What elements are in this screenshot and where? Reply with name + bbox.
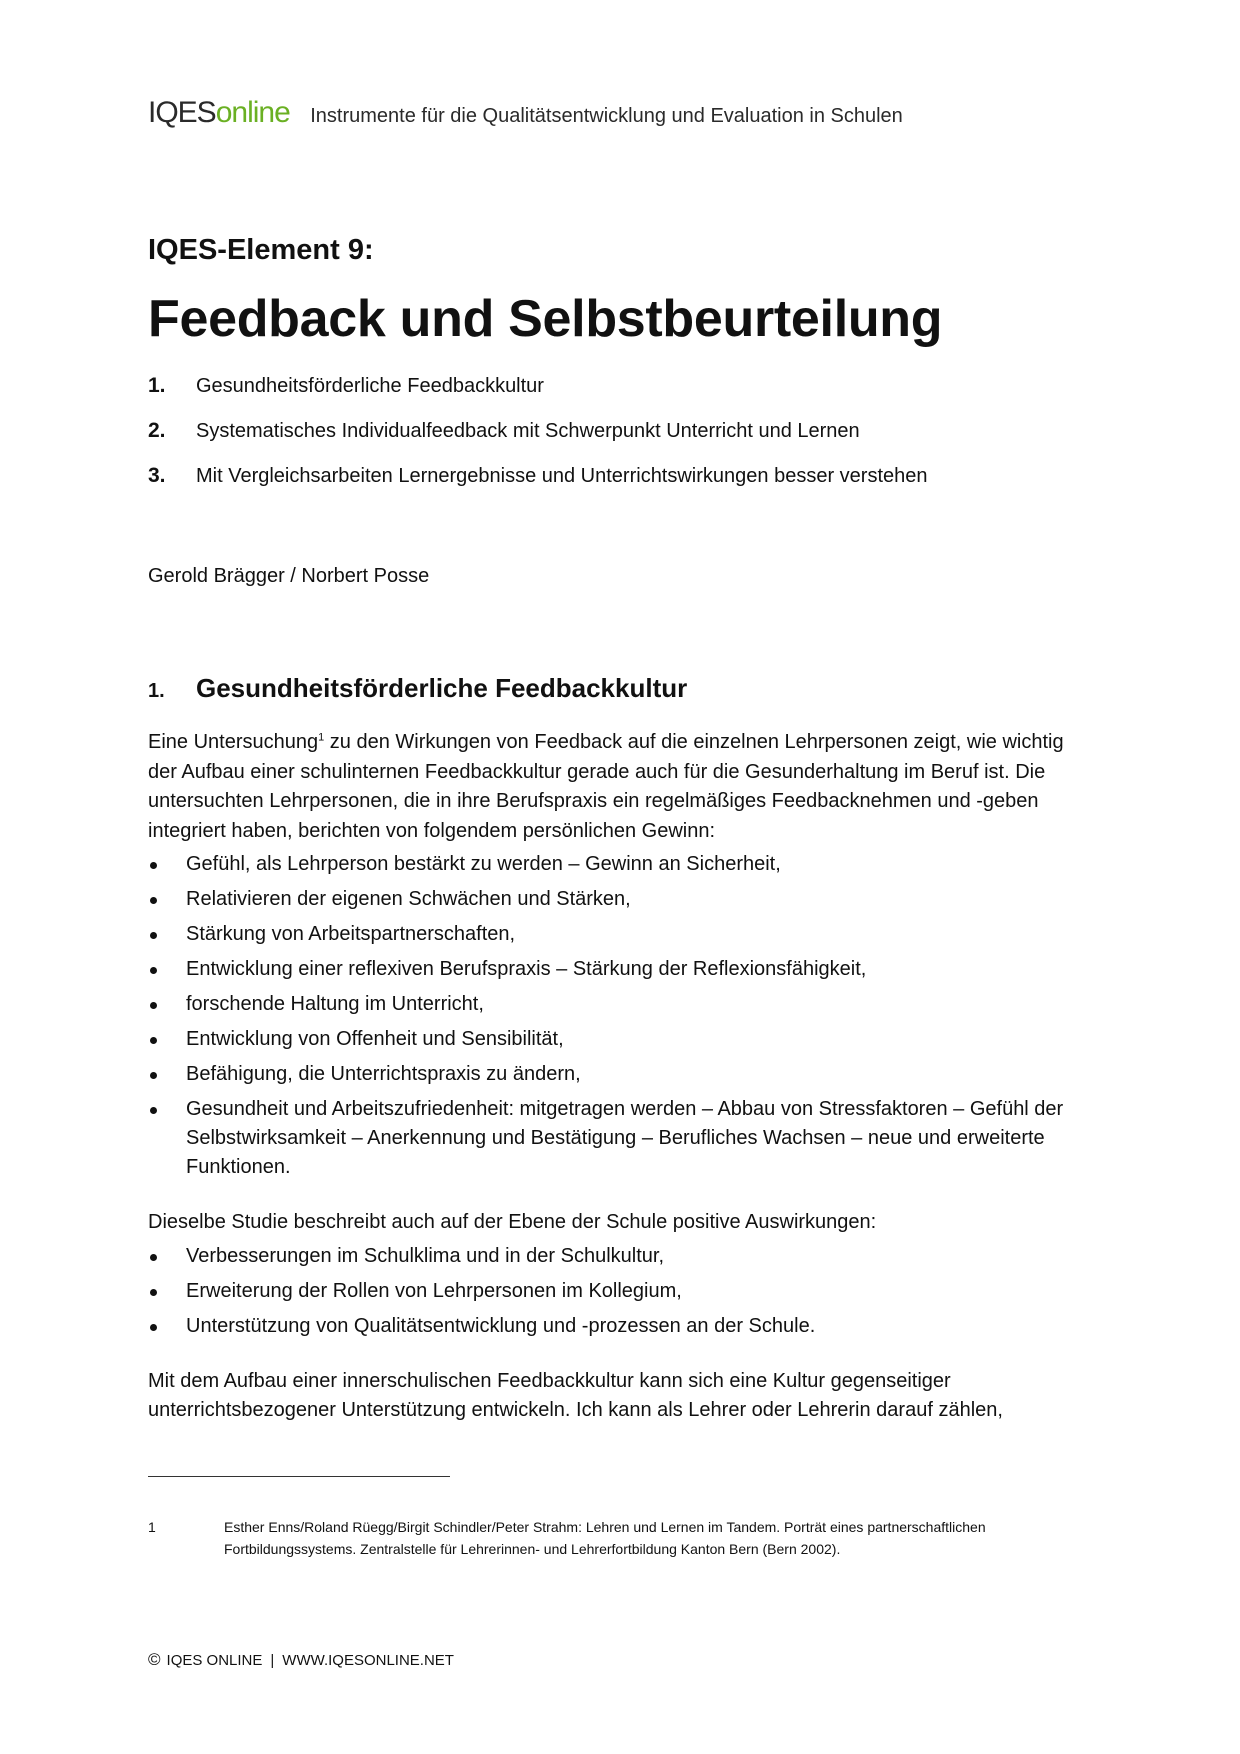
toc-item (148, 418, 1108, 463)
intro-paragraph (148, 728, 1088, 846)
authors: Gerold Brägger / Norbert Posse (148, 565, 430, 587)
school-effects-list (148, 1242, 1088, 1341)
toc-number: 3. (148, 464, 166, 487)
logo-online-text: online (215, 96, 290, 129)
list-item: Erweiterung der Rollen von Lehrpersonen im Kollegium, (148, 1277, 1088, 1306)
closing-paragraph: Mit dem Aufbau einer innerschulischen Feedbackkultur kann sich eine Kultur gegenseitiger unterrichtsbezogener Unterstützung entwickeln. Ich kann als Lehrer oder Lehrerin darauf zählen, (148, 1369, 1003, 1421)
footnote-text: Esther Enns/Roland Rüegg/Birgit Schindler/Peter Strahm: Lehren und Lernen im Tandem. Porträt eines partnerschaftlichen Fortbildungssystems. Zentralstelle für Lehrerinnen- und Lehrerfortbildung Kanton Bern (Bern 2002). (224, 1519, 986, 1557)
footnote-reference[interactable]: 1 (318, 731, 325, 744)
benefits-list (148, 850, 1088, 1182)
list-item: forschende Haltung im Unterricht, (148, 990, 1088, 1019)
toc-number: 1. (148, 374, 166, 397)
section-body (148, 728, 1088, 1426)
page-footer (148, 1650, 454, 1670)
toc-number: 2. (148, 419, 166, 442)
section-number: 1. (148, 680, 165, 702)
footer-separator: | (270, 1652, 275, 1669)
element-label: IQES-Element 9: (148, 234, 374, 266)
footer-brand: IQES ONLINE (166, 1652, 263, 1669)
toc-item (148, 373, 1108, 418)
list-item: Unterstützung von Qualitätsentwicklung und -prozessen an der Schule. (148, 1312, 1088, 1341)
logo-iqes-text: IQES (148, 96, 216, 129)
list-item: Gesundheit und Arbeitszufriedenheit: mitgetragen werden – Abbau von Stressfaktoren – Gefühl der Selbstwirksamkeit – Anerkennung und Bestätigung – Berufliches Wachsen – neue und erweiterte Funktionen. (148, 1095, 1088, 1182)
toc-text: Gesundheitsförderliche Feedbackkultur (196, 375, 544, 397)
list-item: Stärkung von Arbeitspartnerschaften, (148, 920, 1088, 949)
footnote-number: 1 (148, 1519, 156, 1535)
section-heading (148, 673, 687, 704)
header-tagline: Instrumente für die Qualitätsentwicklung und Evaluation in Schulen (310, 105, 903, 127)
page-header (148, 96, 903, 130)
page-title: Feedback und Selbstbeurteilung (148, 290, 943, 348)
toc-text: Systematisches Individualfeedback mit Schwerpunkt Unterricht und Lernen (196, 420, 860, 442)
toc-item (148, 463, 1108, 508)
list-item: Verbesserungen im Schulklima und in der Schulkultur, (148, 1242, 1088, 1271)
toc-text: Mit Vergleichsarbeiten Lernergebnisse und Unterrichtswirkungen besser verstehen (196, 465, 928, 487)
footnote-divider (148, 1476, 450, 1477)
footer-url[interactable]: WWW.IQESONLINE.NET (282, 1652, 454, 1669)
intro-text-start: Eine Untersuchung (148, 731, 319, 753)
section-title: Gesundheitsförderliche Feedbackkultur (196, 673, 688, 703)
copyright-icon: © (148, 1650, 161, 1669)
school-effects-paragraph: Dieselbe Studie beschreibt auch auf der Ebene der Schule positive Auswirkungen: (148, 1211, 877, 1233)
list-item: Relativieren der eigenen Schwächen und Stärken, (148, 885, 1088, 914)
intro-text-rest: zu den Wirkungen von Feedback auf die einzelnen Lehrpersonen zeigt, wie wichtig der Aufbau einer schulinternen Feedbackkultur gerade auch für die Gesunderhaltung im Beruf ist. Die untersuchten Lehrpersonen, die in ihre Berufspraxis ein regelmäßiges Feedbacknehmen und -geben integriert haben, berichten von folgendem persönlichen Gewinn: (148, 731, 1064, 842)
list-item: Entwicklung einer reflexiven Berufspraxis – Stärkung der Reflexionsfähigkeit, (148, 955, 1088, 984)
list-item: Entwicklung von Offenheit und Sensibilität, (148, 1025, 1088, 1054)
list-item: Befähigung, die Unterrichtspraxis zu ändern, (148, 1060, 1088, 1089)
list-item: Gefühl, als Lehrperson bestärkt zu werden – Gewinn an Sicherheit, (148, 850, 1088, 879)
table-of-contents (148, 373, 1108, 508)
iqes-logo (148, 96, 290, 130)
